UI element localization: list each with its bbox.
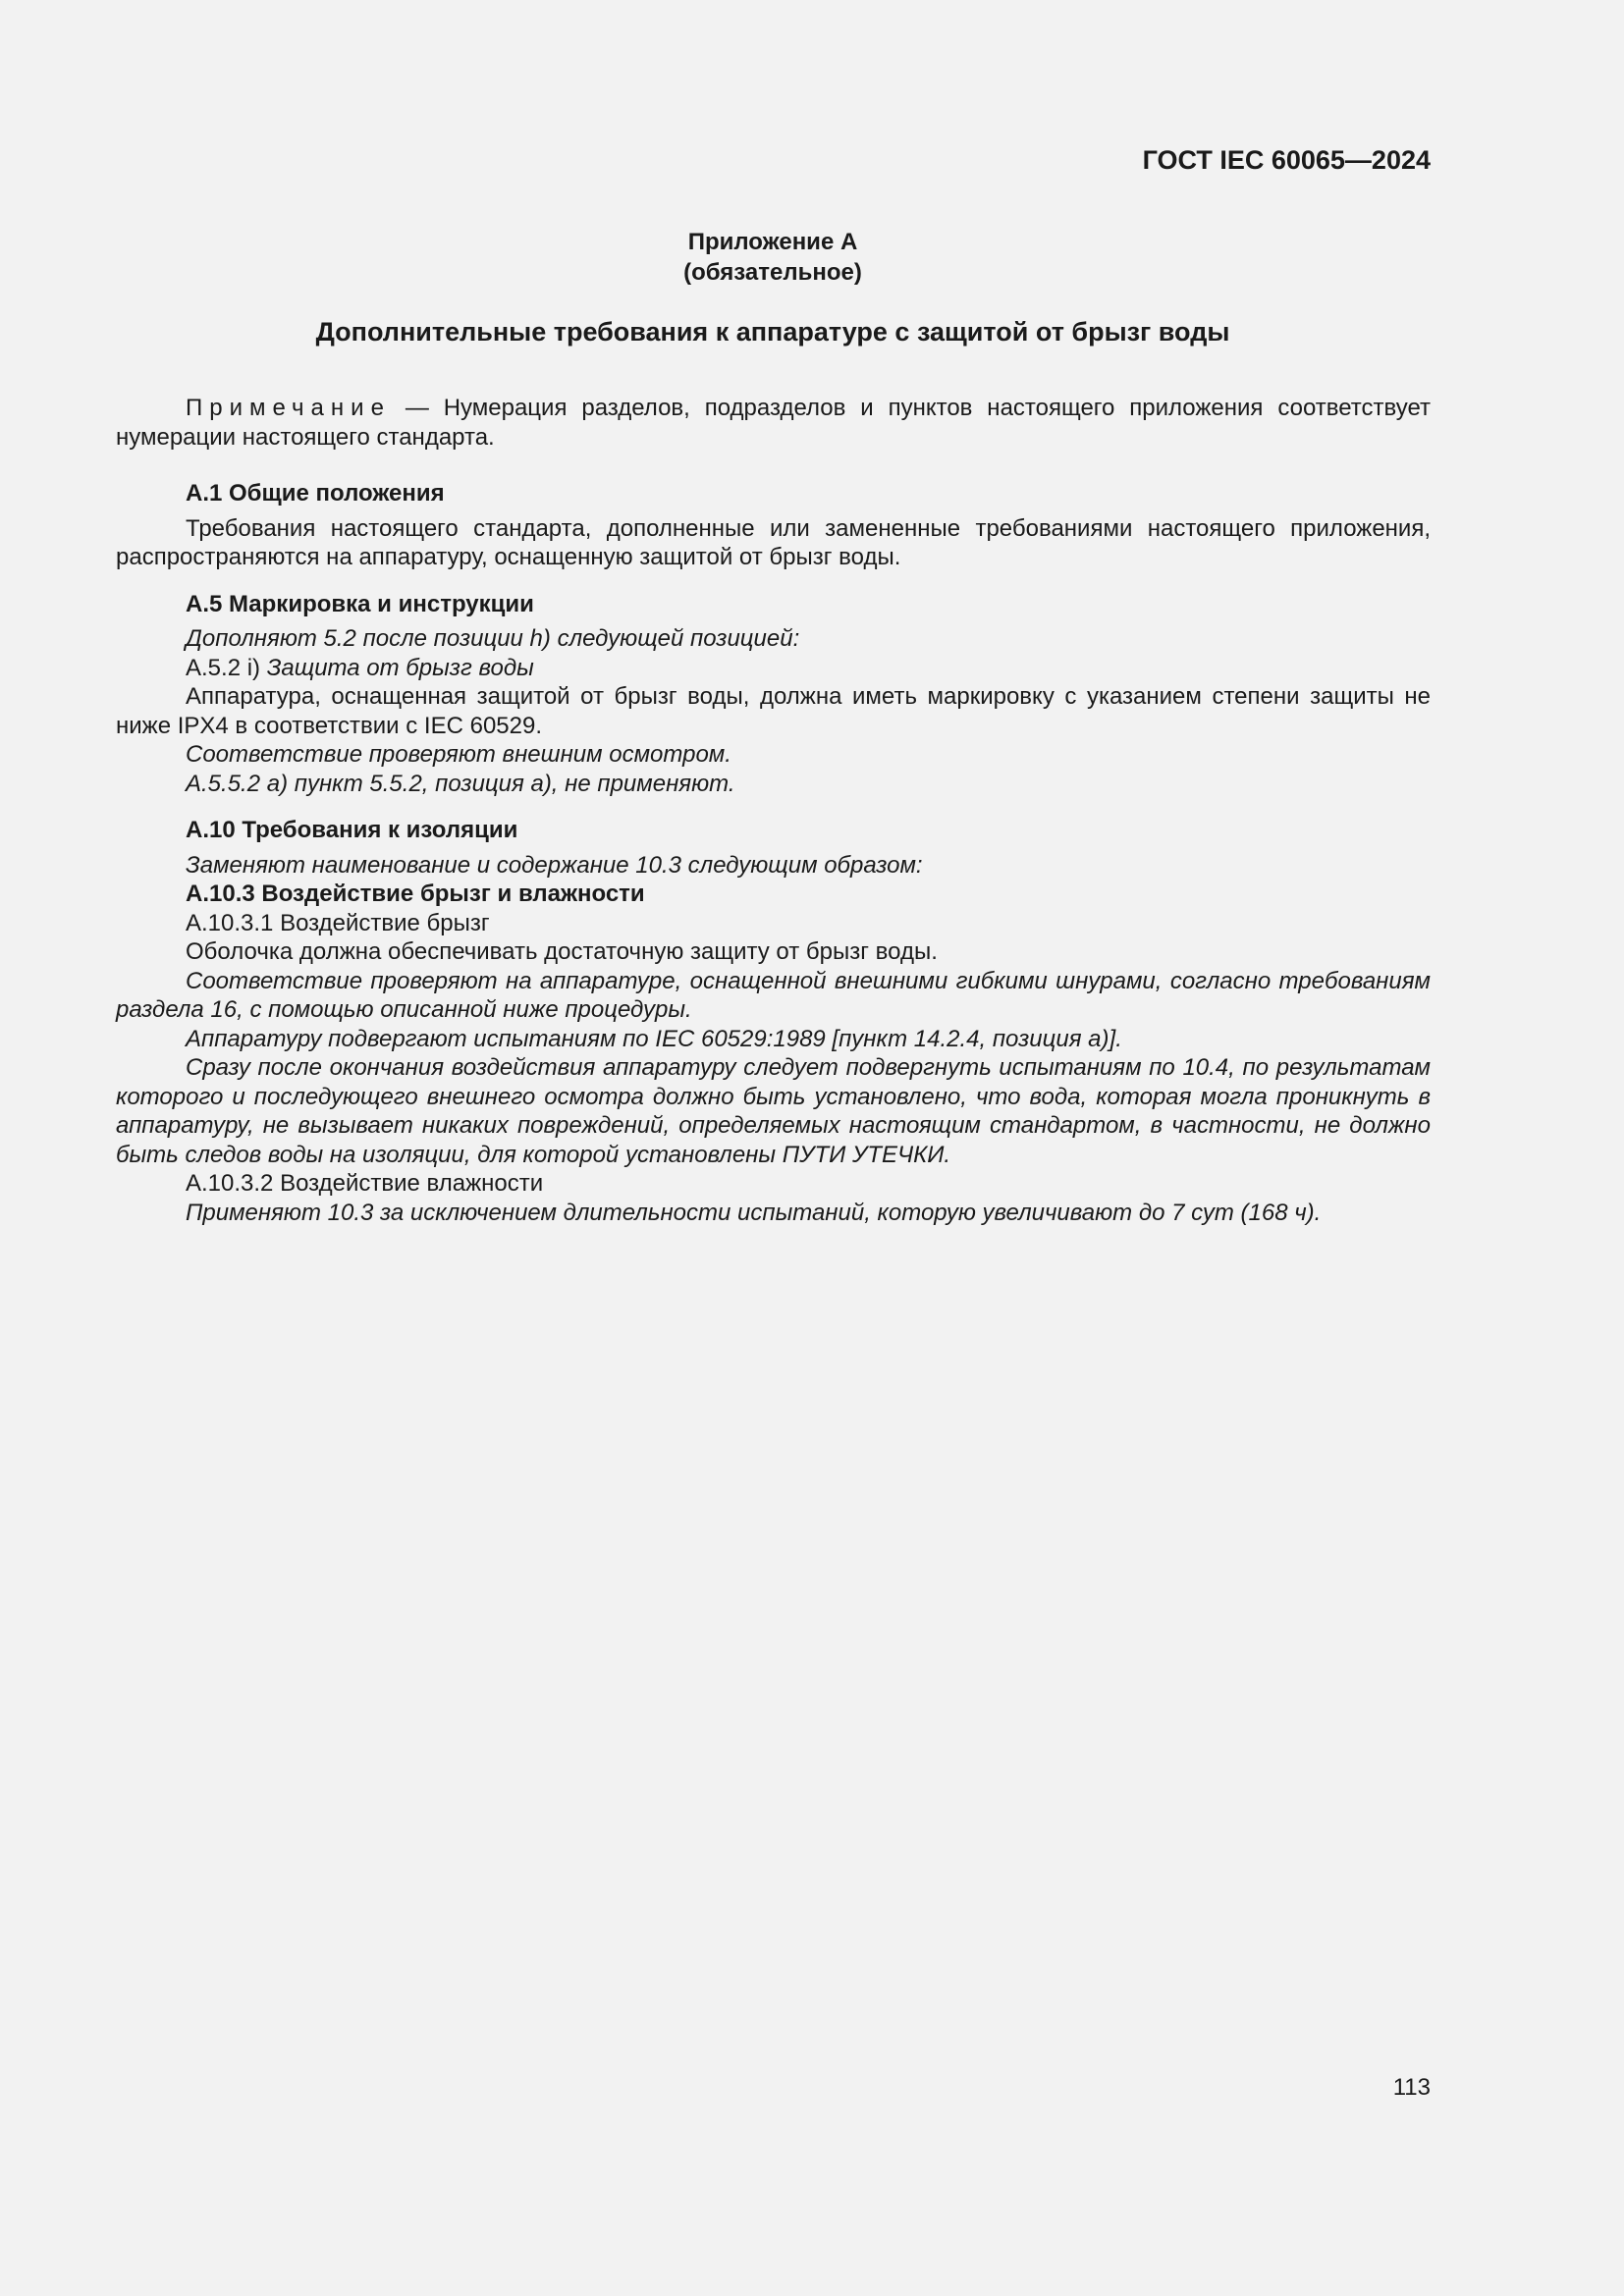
clause-a1032-text: Применяют 10.3 за исключением длительности испытаний, которую увеличивают до 7 сут (168 ч). (186, 1199, 1322, 1226)
item-a52i-title: Защита от брызг воды (266, 654, 534, 681)
section-a10-instruction: Заменяют наименование и содержание 10.3 следующим образом: (186, 851, 923, 879)
appendix-heading (0, 227, 1545, 288)
document-body (116, 394, 1431, 1227)
clause-a1031-after: Сразу после окончания воздействия аппаратуру следует подвергнуть испытаниям по 10.4, по результатам которого и последующего внешнего осмотра должно быть установлено, что вода, которая могла проникнуть в аппаратуру, не вызывает никаких повреждений, определяемых настоящим стандартом, в частности, не должно быть следов воды на изоляции, для которой установлены ПУТИ УТЕЧКИ. (116, 1054, 1431, 1168)
clause-a1031-title: А.10.3.1 Воздействие брызг (186, 909, 490, 936)
appendix-subject-title: Дополнительные требования к аппаратуре с защитой от брызг воды (315, 317, 1230, 347)
clause-a1031-check: Соответствие проверяют на аппаратуре, оснащенной внешними гибкими шнурами, согласно требованиям раздела 16, с помощью описанной ниже процедуры. (116, 967, 1431, 1023)
note-text: — Нумерация разделов, подразделов и пунктов настоящего приложения соответствует нумерации настоящего стандарта. (116, 395, 1431, 451)
section-a5-check: Соответствие проверяют внешним осмотром. (186, 741, 731, 768)
appendix-status: (обязательное) (683, 259, 862, 286)
clause-a1031-text: Оболочка должна обеспечивать достаточную защиту от брызг воды. (186, 938, 938, 965)
item-a52i-text: Аппаратура, оснащенная защитой от брызг воды, должна иметь маркировку с указанием степени защиты не ниже IPX4 в соответствии с IEC 60529. (116, 683, 1431, 739)
section-a5-heading: А.5 Маркировка и инструкции (186, 590, 534, 617)
clause-a1031-test: Аппаратуру подвергают испытаниям по IEC 60529:1989 [пункт 14.2.4, позиция а)]. (186, 1025, 1122, 1052)
item-a52i (116, 654, 1431, 683)
page-number: 113 (1392, 2074, 1431, 2101)
standard-designation: ГОСТ IEC 60065—2024 (1142, 145, 1431, 175)
section-a1-text: Требования настоящего стандарта, дополненные или замененные требованиями настоящего приложения, распространяются на аппаратуру, оснащенную защитой от брызг воды. (116, 514, 1431, 570)
subsection-a103-heading: А.10.3 Воздействие брызг и влажности (186, 881, 645, 907)
note-paragraph (116, 394, 1431, 452)
clause-a1032-title: А.10.3.2 Воздействие влажности (186, 1170, 544, 1197)
item-a552: А.5.5.2 а) пункт 5.5.2, позиция а), не применяют. (186, 770, 735, 797)
item-a52i-number: А.5.2 i) (186, 654, 267, 681)
section-a1-heading: А.1 Общие положения (186, 480, 445, 507)
section-a5-instruction: Дополняют 5.2 после позиции h) следующей позицией: (186, 625, 800, 652)
appendix-title: Приложение А (687, 229, 858, 255)
note-label: Примечание (186, 395, 391, 421)
section-a10-heading: А.10 Требования к изоляции (186, 817, 518, 843)
